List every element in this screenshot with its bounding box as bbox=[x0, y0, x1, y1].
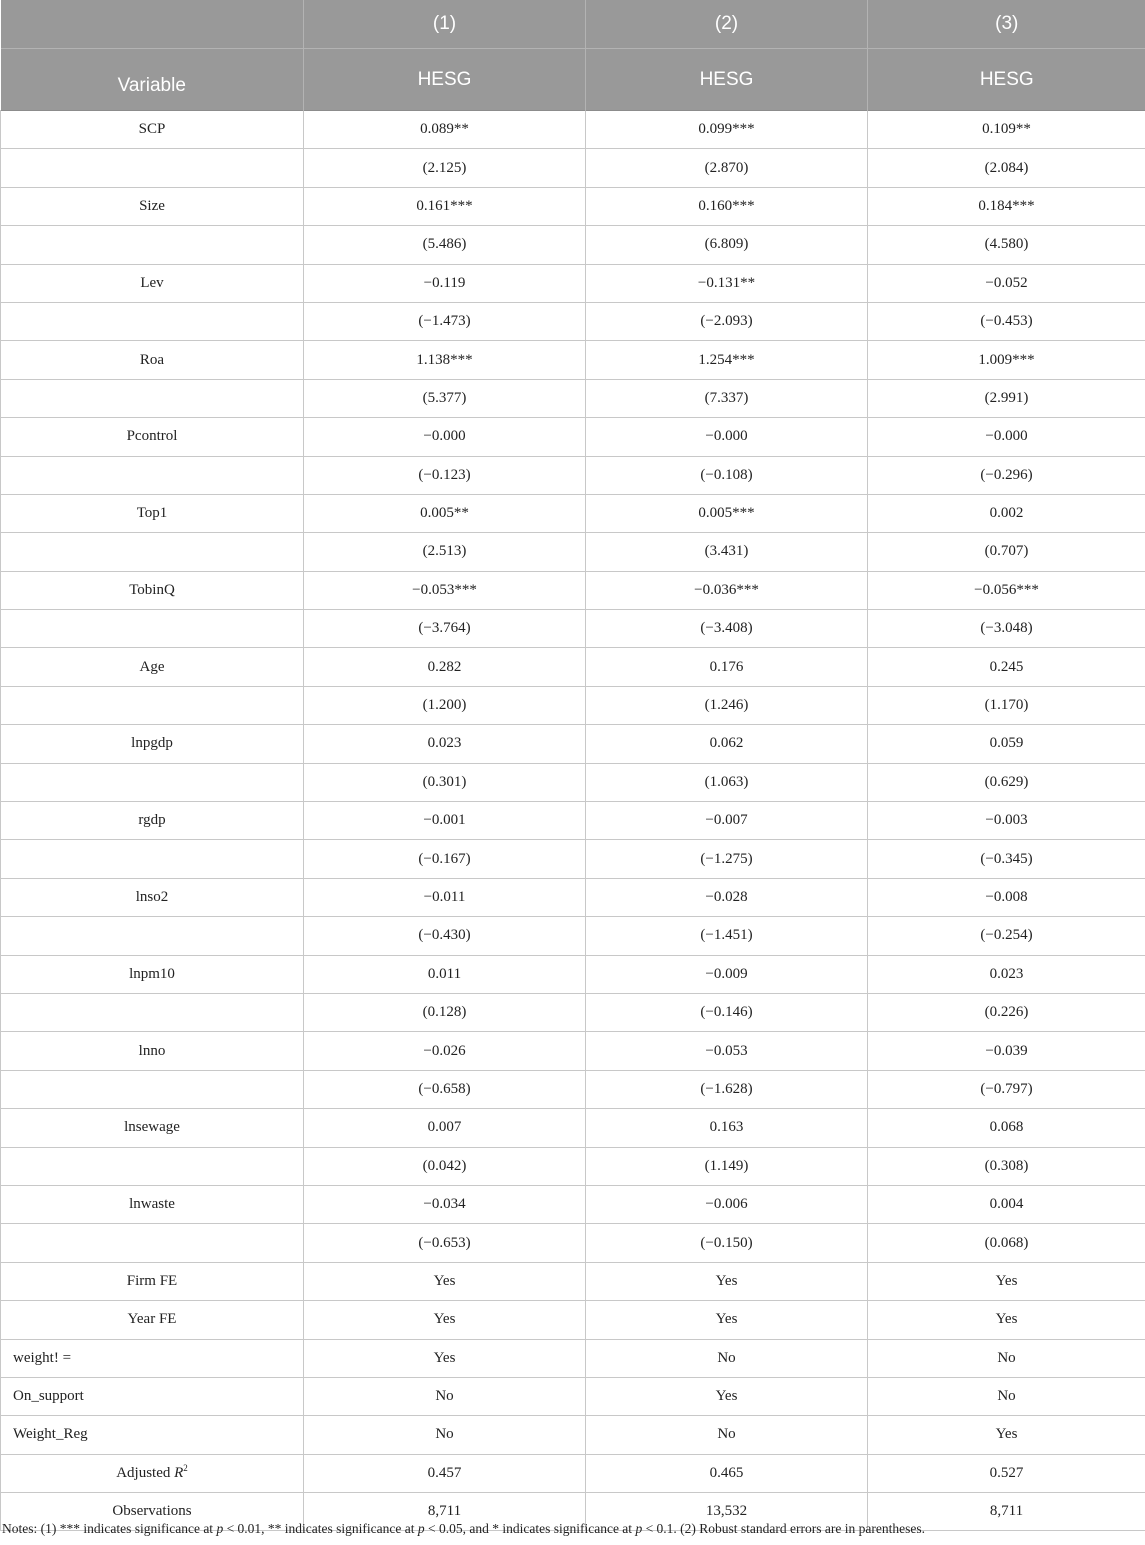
row-label-text: Firm FE bbox=[126, 1272, 178, 1289]
row-label bbox=[1, 802, 304, 840]
row-label bbox=[1, 1454, 304, 1492]
cell-model-2: (6.809) bbox=[586, 226, 868, 264]
cell-model-1: (−0.167) bbox=[304, 840, 586, 878]
cell-model-2: 0.176 bbox=[586, 648, 868, 686]
table-row bbox=[1, 456, 1145, 494]
table-row bbox=[1, 840, 1145, 878]
cell-model-2: −0.028 bbox=[586, 878, 868, 916]
table-row bbox=[1, 955, 1145, 993]
cell-model-2: No bbox=[586, 1416, 868, 1454]
table-row bbox=[1, 494, 1145, 532]
cell-model-1: No bbox=[304, 1377, 586, 1415]
cell-model-2: −0.000 bbox=[586, 418, 868, 456]
table-row bbox=[1, 1377, 1145, 1415]
table-row bbox=[1, 1224, 1145, 1262]
row-label-superscript: 2 bbox=[183, 1462, 188, 1473]
notes-p-symbol-2: p bbox=[417, 1521, 425, 1536]
header-row-column-numbers bbox=[1, 0, 1145, 49]
table-row bbox=[1, 1339, 1145, 1377]
cell-model-3: −0.052 bbox=[868, 264, 1145, 302]
row-label bbox=[1, 571, 304, 609]
cell-model-1: Yes bbox=[304, 1339, 586, 1377]
row-label bbox=[1, 1262, 304, 1300]
row-label-text: Lev bbox=[140, 274, 164, 291]
table-row bbox=[1, 418, 1145, 456]
row-label-text: lnpm10 bbox=[129, 965, 175, 982]
cell-model-1: (−0.658) bbox=[304, 1070, 586, 1108]
cell-model-3: 0.023 bbox=[868, 955, 1145, 993]
row-label bbox=[1, 1147, 304, 1185]
cell-model-2: (−1.275) bbox=[586, 840, 868, 878]
row-label-text: lnso2 bbox=[135, 889, 169, 905]
row-label bbox=[1, 1070, 304, 1108]
cell-model-1: −0.119 bbox=[304, 264, 586, 302]
row-label bbox=[1, 686, 304, 724]
table-header bbox=[1, 0, 1145, 111]
row-label-text: On_support bbox=[13, 1388, 84, 1405]
cell-model-2: Yes bbox=[586, 1377, 868, 1415]
cell-model-1: −0.000 bbox=[304, 418, 586, 456]
row-label bbox=[1, 1109, 304, 1147]
row-label bbox=[1, 648, 304, 686]
cell-model-2: (7.337) bbox=[586, 379, 868, 417]
row-label-text: lnsewage bbox=[124, 1119, 180, 1136]
row-label bbox=[1, 1032, 304, 1070]
row-label-text: rgdp bbox=[138, 812, 166, 829]
column-number-3: (3) bbox=[868, 0, 1145, 49]
cell-model-2: 0.005*** bbox=[586, 494, 868, 532]
row-label bbox=[1, 264, 304, 302]
row-label-text: weight! = bbox=[13, 1349, 72, 1366]
cell-model-3: 0.059 bbox=[868, 725, 1145, 763]
cell-model-2: −0.009 bbox=[586, 955, 868, 993]
cell-model-2: (−2.093) bbox=[586, 302, 868, 340]
row-label bbox=[1, 1377, 304, 1415]
cell-model-2: (1.149) bbox=[586, 1147, 868, 1185]
cell-model-1: (5.377) bbox=[304, 379, 586, 417]
cell-model-3: (0.707) bbox=[868, 533, 1145, 571]
table-row bbox=[1, 1032, 1145, 1070]
table-row bbox=[1, 1070, 1145, 1108]
cell-model-2: (2.870) bbox=[586, 149, 868, 187]
cell-model-2: Yes bbox=[586, 1262, 868, 1300]
table-row bbox=[1, 187, 1145, 225]
cell-model-3: (−0.453) bbox=[868, 302, 1145, 340]
cell-model-2: 0.163 bbox=[586, 1109, 868, 1147]
row-label bbox=[1, 878, 304, 916]
row-label-text: SCP bbox=[138, 121, 166, 138]
cell-model-3: (−3.048) bbox=[868, 610, 1145, 648]
table-row bbox=[1, 1185, 1145, 1223]
cell-model-1: −0.034 bbox=[304, 1185, 586, 1223]
cell-model-2: Yes bbox=[586, 1301, 868, 1339]
row-label-text: Top1 bbox=[136, 505, 168, 522]
row-label bbox=[1, 993, 304, 1031]
dependent-var-2: HESG bbox=[586, 49, 868, 111]
row-label-text: Weight_Reg bbox=[13, 1426, 88, 1443]
row-label bbox=[1, 917, 304, 955]
cell-model-2: 0.465 bbox=[586, 1454, 868, 1492]
cell-model-3: No bbox=[868, 1377, 1145, 1415]
table-row bbox=[1, 111, 1145, 149]
cell-model-3: (0.629) bbox=[868, 763, 1145, 801]
cell-model-1: (2.125) bbox=[304, 149, 586, 187]
row-label-text: Size bbox=[139, 197, 165, 214]
cell-model-3: −0.039 bbox=[868, 1032, 1145, 1070]
row-label-text: Pcontrol bbox=[126, 428, 178, 445]
table-row bbox=[1, 533, 1145, 571]
cell-model-1: (−0.123) bbox=[304, 456, 586, 494]
table-row bbox=[1, 686, 1145, 724]
variable-column-header: Variable bbox=[1, 49, 304, 111]
row-label bbox=[1, 1185, 304, 1223]
cell-model-1: (1.200) bbox=[304, 686, 586, 724]
row-label-text: lnno bbox=[138, 1042, 166, 1059]
table-row bbox=[1, 878, 1145, 916]
cell-model-2: −0.007 bbox=[586, 802, 868, 840]
notes-p-symbol-3: p bbox=[635, 1521, 643, 1536]
cell-model-2: 0.062 bbox=[586, 725, 868, 763]
row-label-text: Age bbox=[139, 658, 165, 675]
table-notes bbox=[2, 1521, 925, 1537]
row-label-text: Roa bbox=[139, 351, 165, 368]
cell-model-2: −0.131** bbox=[586, 264, 868, 302]
cell-model-2: −0.036*** bbox=[586, 571, 868, 609]
cell-model-3: Yes bbox=[868, 1301, 1145, 1339]
cell-model-3: (0.068) bbox=[868, 1224, 1145, 1262]
row-label-text: lnwaste bbox=[129, 1196, 175, 1213]
cell-model-3: −0.056*** bbox=[868, 571, 1145, 609]
row-label bbox=[1, 725, 304, 763]
cell-model-3: 8,711 bbox=[868, 1493, 1145, 1531]
table-row bbox=[1, 610, 1145, 648]
column-number-2: (2) bbox=[586, 0, 868, 49]
cell-model-3: (−0.797) bbox=[868, 1070, 1145, 1108]
cell-model-3: −0.003 bbox=[868, 802, 1145, 840]
row-label bbox=[1, 494, 304, 532]
row-label bbox=[1, 1416, 304, 1454]
notes-text-1: Notes: (1) *** indicates significance at bbox=[2, 1521, 217, 1536]
row-label bbox=[1, 341, 304, 379]
row-label bbox=[1, 187, 304, 225]
cell-model-3: 1.009*** bbox=[868, 341, 1145, 379]
cell-model-3: 0.004 bbox=[868, 1185, 1145, 1223]
table-row bbox=[1, 302, 1145, 340]
notes-p-symbol-1: p bbox=[216, 1521, 224, 1536]
cell-model-2: (−0.108) bbox=[586, 456, 868, 494]
column-number-1: (1) bbox=[304, 0, 586, 49]
cell-model-2: (1.063) bbox=[586, 763, 868, 801]
cell-model-3: 0.109** bbox=[868, 111, 1145, 149]
row-label bbox=[1, 1224, 304, 1262]
cell-model-1: (2.513) bbox=[304, 533, 586, 571]
notes-text-4: < 0.1. (2) Robust standard errors are in parentheses. bbox=[642, 1521, 925, 1536]
cell-model-1: 0.011 bbox=[304, 955, 586, 993]
table-row bbox=[1, 725, 1145, 763]
table-row bbox=[1, 1301, 1145, 1339]
cell-model-3: Yes bbox=[868, 1416, 1145, 1454]
table-row bbox=[1, 264, 1145, 302]
cell-model-3: (−0.345) bbox=[868, 840, 1145, 878]
table-row bbox=[1, 802, 1145, 840]
header-empty-cell bbox=[1, 0, 304, 49]
cell-model-2: (−0.150) bbox=[586, 1224, 868, 1262]
cell-model-2: No bbox=[586, 1339, 868, 1377]
row-label bbox=[1, 1301, 304, 1339]
cell-model-1: −0.011 bbox=[304, 878, 586, 916]
table-row bbox=[1, 1109, 1145, 1147]
cell-model-1: (5.486) bbox=[304, 226, 586, 264]
cell-model-1: Yes bbox=[304, 1262, 586, 1300]
cell-model-1: 0.005** bbox=[304, 494, 586, 532]
row-label bbox=[1, 149, 304, 187]
row-label bbox=[1, 418, 304, 456]
table-row bbox=[1, 1416, 1145, 1454]
table-row bbox=[1, 993, 1145, 1031]
cell-model-2: −0.053 bbox=[586, 1032, 868, 1070]
table-row bbox=[1, 379, 1145, 417]
table-row bbox=[1, 571, 1145, 609]
cell-model-2: (−3.408) bbox=[586, 610, 868, 648]
header-row-dependent-vars bbox=[1, 49, 1145, 111]
cell-model-3: (−0.254) bbox=[868, 917, 1145, 955]
cell-model-3: (1.170) bbox=[868, 686, 1145, 724]
cell-model-2: (−0.146) bbox=[586, 993, 868, 1031]
cell-model-3: −0.000 bbox=[868, 418, 1145, 456]
cell-model-2: (−1.628) bbox=[586, 1070, 868, 1108]
dependent-var-3: HESG bbox=[868, 49, 1145, 111]
cell-model-1: 0.023 bbox=[304, 725, 586, 763]
cell-model-1: (−0.653) bbox=[304, 1224, 586, 1262]
cell-model-3: 0.245 bbox=[868, 648, 1145, 686]
cell-model-3: (4.580) bbox=[868, 226, 1145, 264]
row-label-text: lnpgdp bbox=[131, 735, 173, 752]
cell-model-1: (−0.430) bbox=[304, 917, 586, 955]
table-row bbox=[1, 763, 1145, 801]
table-row bbox=[1, 917, 1145, 955]
row-label bbox=[1, 226, 304, 264]
cell-model-1: −0.053*** bbox=[304, 571, 586, 609]
row-label-text: Observations bbox=[112, 1503, 192, 1520]
cell-model-1: −0.026 bbox=[304, 1032, 586, 1070]
cell-model-2: −0.006 bbox=[586, 1185, 868, 1223]
cell-model-3: (2.991) bbox=[868, 379, 1145, 417]
table-row bbox=[1, 226, 1145, 264]
cell-model-3: −0.008 bbox=[868, 878, 1145, 916]
cell-model-3: Yes bbox=[868, 1262, 1145, 1300]
cell-model-2: (3.431) bbox=[586, 533, 868, 571]
cell-model-3: (0.226) bbox=[868, 993, 1145, 1031]
table-row bbox=[1, 648, 1145, 686]
notes-text-3: < 0.05, and * indicates significance at bbox=[424, 1521, 636, 1536]
cell-model-3: (−0.296) bbox=[868, 456, 1145, 494]
row-label-text: Adjusted R bbox=[116, 1464, 184, 1481]
dependent-var-1: HESG bbox=[304, 49, 586, 111]
cell-model-1: 0.457 bbox=[304, 1454, 586, 1492]
cell-model-1: (0.301) bbox=[304, 763, 586, 801]
cell-model-3: 0.002 bbox=[868, 494, 1145, 532]
cell-model-2: 1.254*** bbox=[586, 341, 868, 379]
notes-text-2: < 0.01, ** indicates significance at bbox=[223, 1521, 418, 1536]
cell-model-1: (−1.473) bbox=[304, 302, 586, 340]
row-label bbox=[1, 763, 304, 801]
cell-model-1: (0.042) bbox=[304, 1147, 586, 1185]
row-label-text: TobinQ bbox=[129, 581, 175, 598]
cell-model-2: (−1.451) bbox=[586, 917, 868, 955]
cell-model-3: 0.184*** bbox=[868, 187, 1145, 225]
table-row bbox=[1, 341, 1145, 379]
row-label bbox=[1, 840, 304, 878]
cell-model-3: (0.308) bbox=[868, 1147, 1145, 1185]
cell-model-1: Yes bbox=[304, 1301, 586, 1339]
cell-model-3: 0.527 bbox=[868, 1454, 1145, 1492]
row-label bbox=[1, 610, 304, 648]
row-label bbox=[1, 533, 304, 571]
cell-model-1: −0.001 bbox=[304, 802, 586, 840]
row-label bbox=[1, 955, 304, 993]
cell-model-2: 0.160*** bbox=[586, 187, 868, 225]
table-row bbox=[1, 149, 1145, 187]
cell-model-1: (0.128) bbox=[304, 993, 586, 1031]
cell-model-1: 0.089** bbox=[304, 111, 586, 149]
cell-model-1: 0.007 bbox=[304, 1109, 586, 1147]
cell-model-2: 13,532 bbox=[586, 1493, 868, 1531]
row-label bbox=[1, 456, 304, 494]
cell-model-1: (−3.764) bbox=[304, 610, 586, 648]
cell-model-2: 0.099*** bbox=[586, 111, 868, 149]
cell-model-3: 0.068 bbox=[868, 1109, 1145, 1147]
row-label bbox=[1, 302, 304, 340]
row-label-text: Year FE bbox=[127, 1311, 177, 1328]
r-symbol: R bbox=[174, 1464, 184, 1481]
row-label bbox=[1, 1339, 304, 1377]
cell-model-1: 1.138*** bbox=[304, 341, 586, 379]
table-row bbox=[1, 1262, 1145, 1300]
table-row bbox=[1, 1454, 1145, 1492]
table-body bbox=[1, 111, 1145, 1531]
row-label bbox=[1, 111, 304, 149]
cell-model-1: 0.282 bbox=[304, 648, 586, 686]
cell-model-1: 0.161*** bbox=[304, 187, 586, 225]
table-row bbox=[1, 1147, 1145, 1185]
row-label bbox=[1, 379, 304, 417]
cell-model-2: (1.246) bbox=[586, 686, 868, 724]
cell-model-1: No bbox=[304, 1416, 586, 1454]
cell-model-3: No bbox=[868, 1339, 1145, 1377]
cell-model-1: 8,711 bbox=[304, 1493, 586, 1531]
cell-model-3: (2.084) bbox=[868, 149, 1145, 187]
